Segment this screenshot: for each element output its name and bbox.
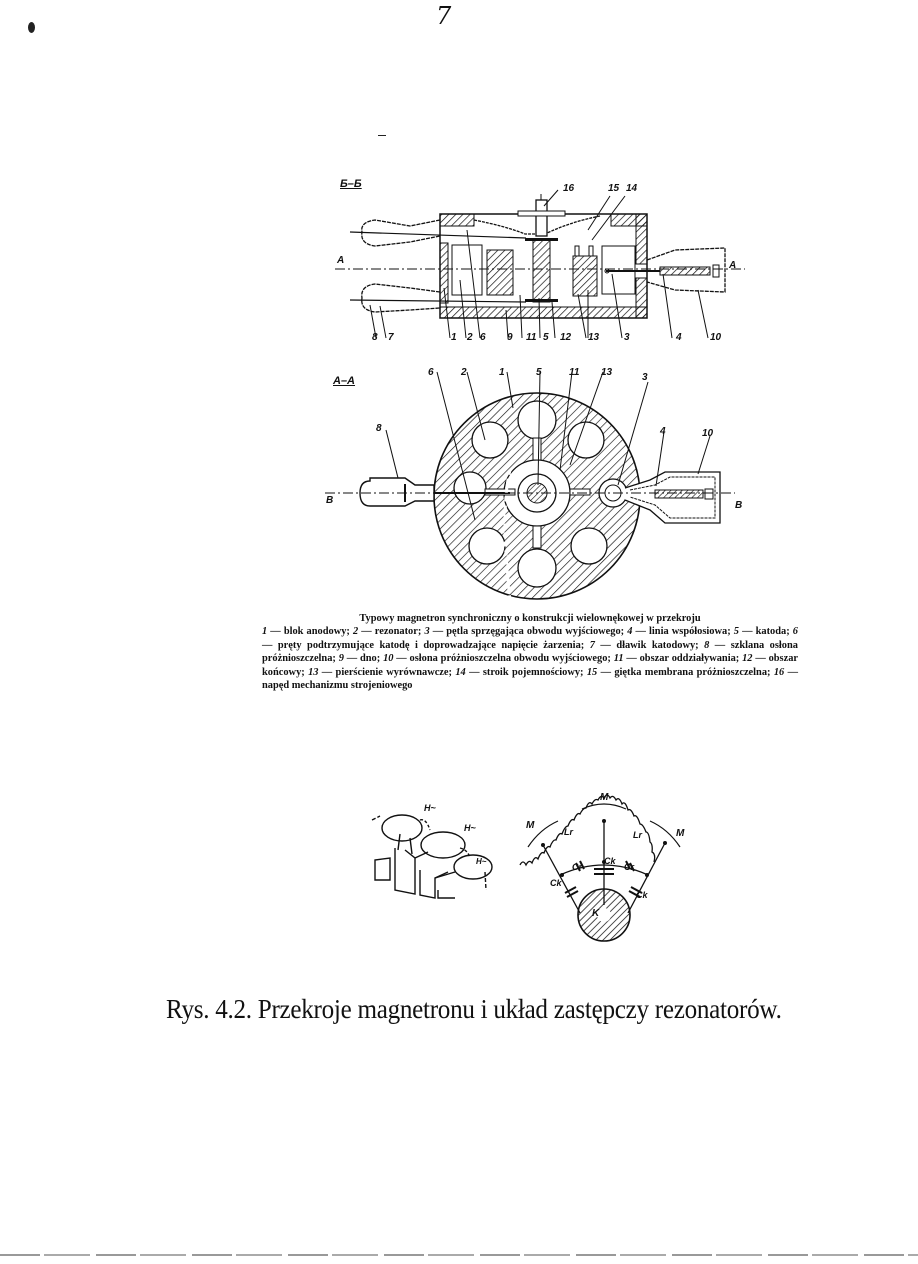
part-label-10: 10 (702, 428, 714, 439)
dash: — (623, 653, 640, 665)
part-label-12: 12 (560, 332, 572, 343)
dash: — (358, 626, 375, 638)
part-label-1: 1 (451, 332, 457, 343)
legend-item-text: pierścienie wyrównawcze; (335, 666, 452, 678)
part-label-14: 14 (626, 183, 638, 194)
dash: — (597, 666, 615, 678)
legend-num: 8 (704, 639, 710, 651)
legend-num: 16 (773, 666, 785, 678)
part-label-9: 9 (507, 332, 513, 343)
section-a-label: A–A (333, 375, 356, 387)
axis-label-a-right: A (729, 260, 737, 271)
figure-caption: Rys. 4.2. Przekroje magnetronu i układ zastępczy rezonatorów. (166, 994, 782, 1024)
legend-num: 9 (338, 653, 344, 665)
legend-item-text: rezonator; (374, 626, 422, 638)
part-label-16: 16 (563, 183, 575, 194)
part-label-6: 6 (428, 367, 434, 378)
part-label-13: 13 (588, 332, 600, 343)
label-cathode-k: K (592, 908, 600, 919)
legend-num: 13 (308, 666, 319, 678)
label-m-right: M (676, 828, 685, 839)
field-label-h3: H~ (476, 857, 487, 866)
legend-item-text: pętla sprzęgająca obwodu wyjściowego; (446, 626, 625, 638)
dash: — (709, 639, 731, 651)
part-label-4: 4 (676, 332, 682, 343)
legend-item-text: stroik pojemnościowy; (482, 666, 584, 678)
part-label-15: 15 (608, 183, 620, 194)
scan-edge-line (0, 1254, 918, 1256)
part-label-11: 11 (526, 332, 537, 343)
part-label-7: 7 (388, 332, 394, 343)
legend-item-text: dławik katodowy; (616, 639, 699, 651)
scan-speck (28, 22, 35, 33)
dash: — (343, 653, 360, 665)
part-label-5: 5 (543, 332, 549, 343)
legend-item-text: szklana osłona próżnioszczelna; (262, 639, 798, 665)
legend-num: 10 (383, 653, 394, 665)
dash: — (429, 626, 447, 638)
label-lr-right: Lr (633, 830, 642, 840)
part-label-4: 4 (660, 426, 666, 437)
legend-item-text: dno; (360, 653, 381, 665)
dash: — (393, 653, 410, 665)
label-cr-right: Cr (624, 862, 635, 872)
legend-items (262, 626, 798, 691)
part-label-2: 2 (467, 332, 473, 343)
legend-item-text: napęd mechanizmu strojeniowego (262, 680, 413, 692)
legend-num: 11 (613, 653, 624, 665)
part-label-3: 3 (624, 332, 630, 343)
legend-item-text: linia współosiowa; (649, 626, 731, 638)
part-label-3: 3 (642, 372, 648, 383)
label-m-left: M (526, 820, 535, 831)
legend-num: 15 (586, 666, 598, 678)
legend-title: Typowy magnetron synchroniczny o konstrukcji wielownękowej w przekroju (359, 613, 701, 624)
legend-item-text: obszar oddziaływania; (639, 653, 740, 665)
dash: — (318, 666, 336, 678)
field-label-h1: H~ (424, 803, 436, 813)
legend-num: 7 (589, 639, 595, 651)
scan-mark (378, 135, 386, 136)
legend-num: 12 (742, 653, 753, 665)
part-label-2: 2 (461, 367, 467, 378)
figure-legend (262, 612, 798, 692)
dash: — (262, 639, 278, 651)
part-label-8: 8 (372, 332, 378, 343)
label-m-top: M (600, 792, 609, 803)
part-label-6: 6 (480, 332, 486, 343)
page-number: 7 (436, 2, 452, 30)
section-b-label: Б–Б (340, 178, 362, 190)
part-label-1: 1 (499, 367, 505, 378)
axis-label-b-right: B (735, 500, 743, 511)
part-label-13: 13 (601, 367, 613, 378)
dash: — (738, 626, 756, 638)
dash: — (632, 626, 650, 638)
axis-label-b-left: B (326, 495, 334, 506)
legend-item-text: osłona próżnioszczelna obwodu wyjściowego; (409, 653, 611, 665)
dash: — (784, 666, 798, 678)
label-ck-center: Ck (604, 856, 616, 866)
label-lr-left: Lr (564, 827, 573, 837)
dash: — (752, 653, 769, 665)
axis-label-a-left: A (337, 255, 345, 266)
section-b-svg (330, 170, 750, 350)
label-cr-left: Cr (572, 862, 583, 872)
legend-item-text: obszar końcowy; (262, 653, 798, 678)
label-ck-left: Ck (550, 878, 562, 888)
legend-num: 14 (455, 666, 466, 678)
legend-num: 4 (627, 626, 633, 638)
legend-num: 3 (424, 626, 430, 638)
dash: — (465, 666, 483, 678)
legend-num: 2 (352, 626, 359, 638)
legend-num: 6 (792, 626, 798, 638)
legend-num: 1 (262, 626, 268, 638)
legend-item-text: pręty podtrzymujące katodę i doprowadzające napięcie żarzenia; (277, 639, 585, 651)
dash: — (594, 639, 617, 651)
part-label-10: 10 (710, 332, 722, 343)
part-label-8: 8 (376, 423, 382, 434)
field-label-h2: H~ (464, 823, 476, 833)
section-a-svg (320, 360, 743, 610)
legend-item-text: blok anodowy; (283, 626, 350, 638)
dash: — (267, 626, 284, 638)
legend-num: 5 (733, 626, 739, 638)
label-ck-right: Ck (636, 890, 648, 900)
part-label-11: 11 (569, 367, 580, 378)
part-label-5: 5 (536, 367, 542, 378)
legend-item-text: katoda; (755, 626, 790, 638)
legend-item-text: giętka membrana próżnioszczelna; (614, 666, 771, 678)
